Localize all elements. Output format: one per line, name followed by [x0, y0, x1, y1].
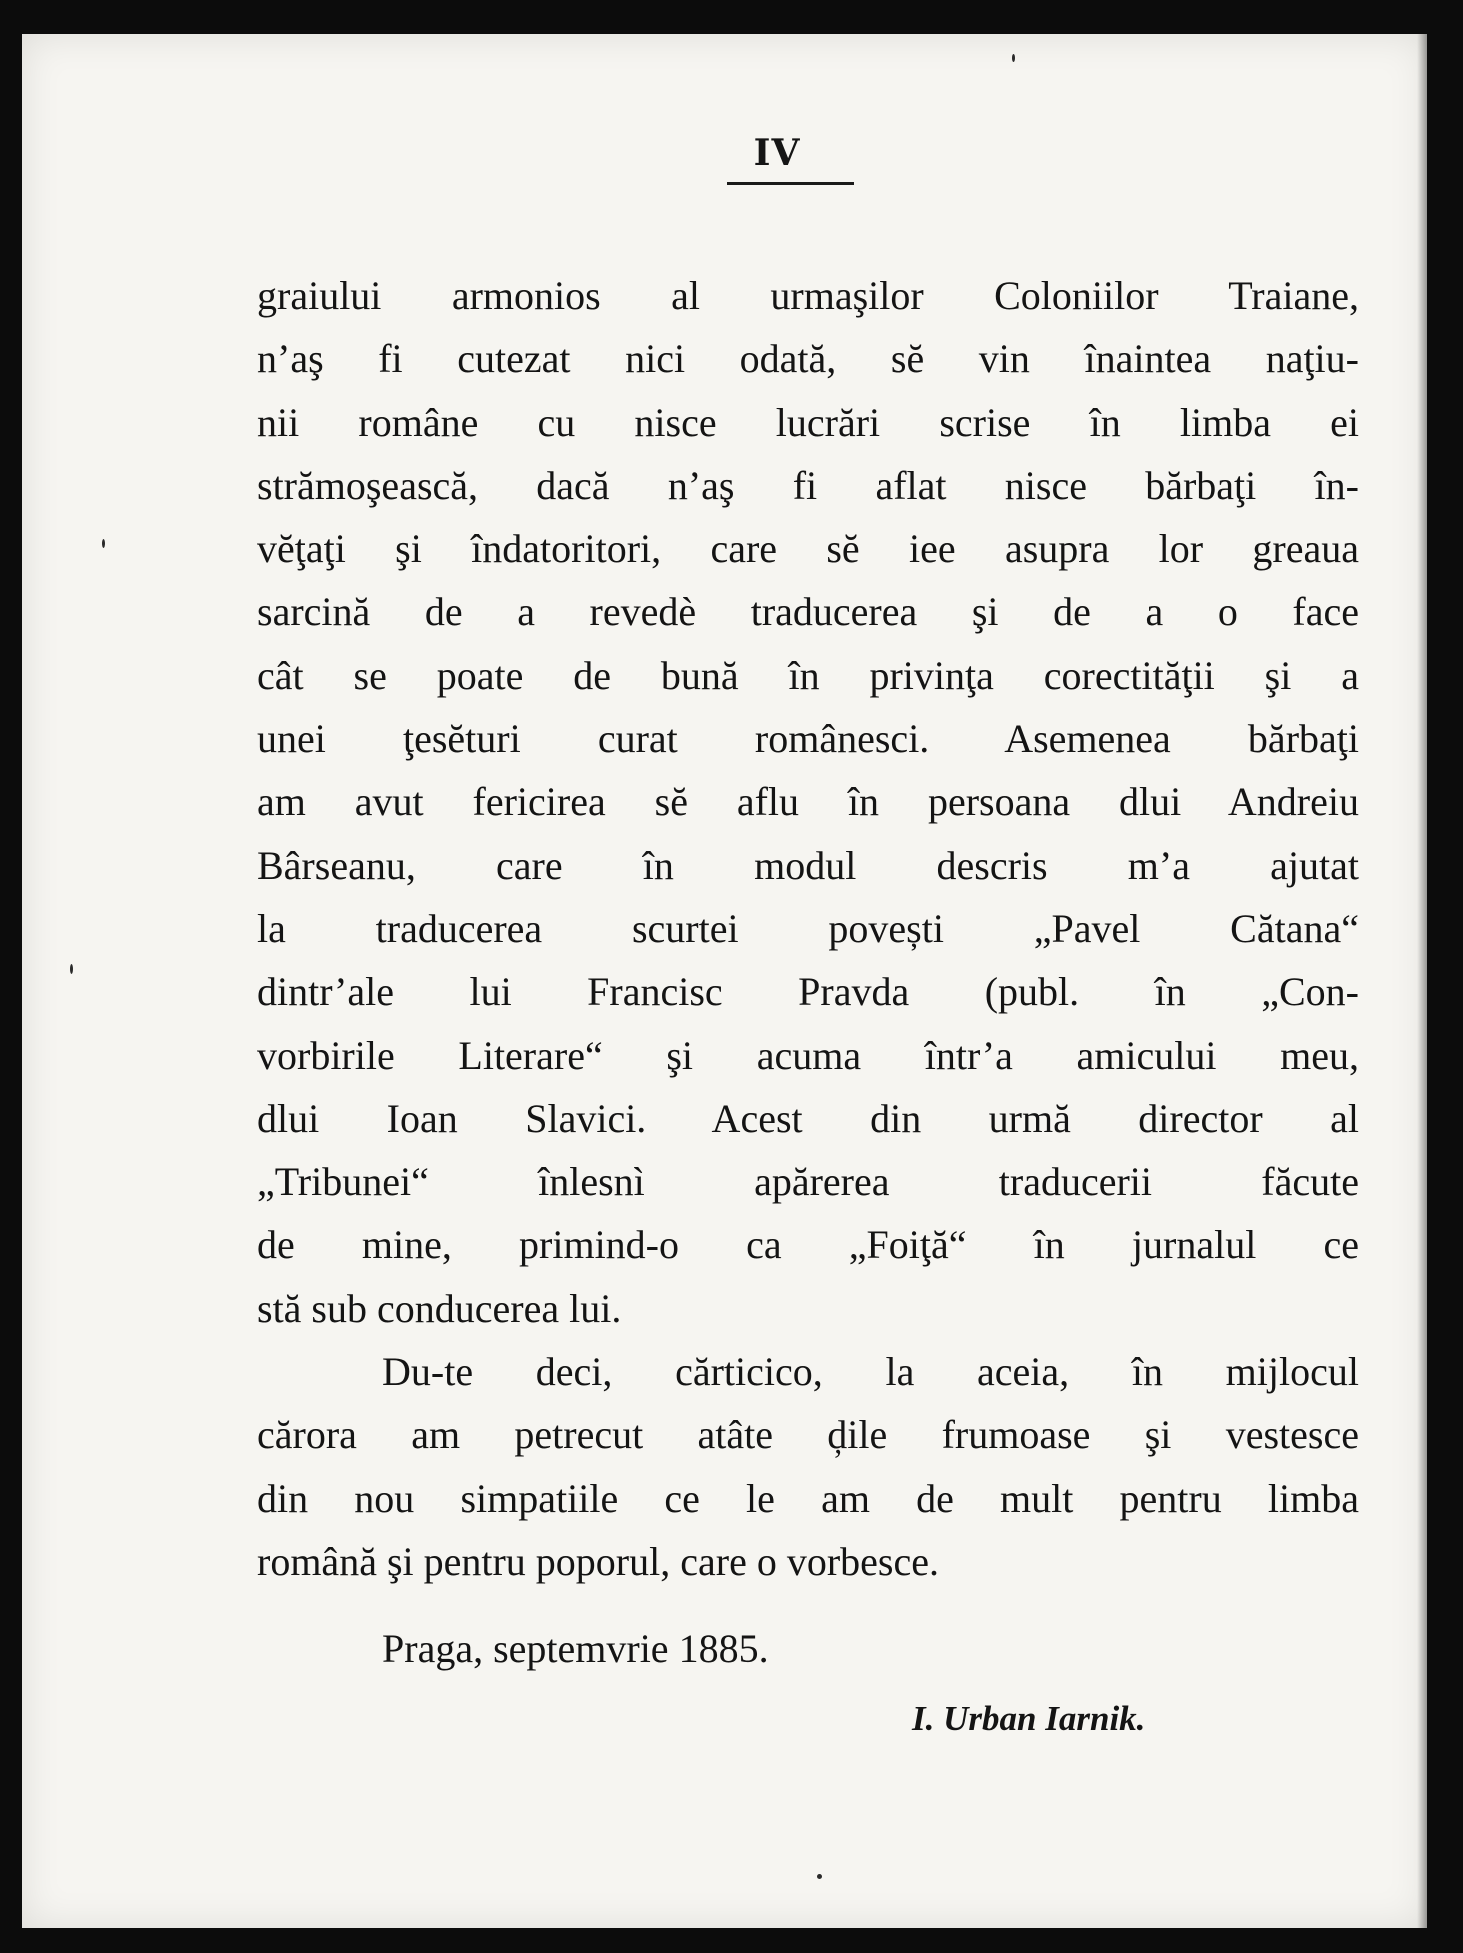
text-line: Bârseanu, care în modul descris m’a ajutat [257, 842, 1359, 888]
text-line: la traducerea scurtei povești „Pavel Cătana“ [257, 905, 1359, 951]
scan-speck [70, 964, 73, 974]
text-line: am avut fericirea sĕ aflu în persoana dlui Andreiu [257, 779, 1359, 825]
scan-speck [102, 539, 105, 548]
scan-speck [1012, 54, 1015, 62]
page-number-rule [727, 182, 854, 185]
text-line: sarcină de a revedè traducerea şi de a o face [257, 589, 1359, 635]
text-line: n’aş fi cutezat nici odată, sĕ vin înaintea naţiu- [257, 336, 1359, 382]
text-line: strămoşească, dacă n’aş fi aflat nisce bărbaţi în- [257, 462, 1359, 508]
text-line: de mine, primind-o ca „Foiţă“ în jurnalul ce [257, 1222, 1359, 1268]
author-signature: I. Urban Iarnik. [912, 1699, 1146, 1738]
body-text [257, 264, 1359, 1593]
text-line: nii române cu nisce lucrări scrise în limba ei [257, 399, 1359, 445]
text-line: graiului armonios al urmaşilor Coloniilor Traiane, [257, 273, 1359, 318]
text-line: cât se poate de bună în privinţa corectităţii şi a [257, 652, 1359, 698]
text-line: dintr’ale lui Francisc Pravda (publ. în „Con- [257, 969, 1359, 1015]
text-line: vĕţaţi şi îndatoritori, care sĕ iee asupra lor greaua [257, 526, 1359, 572]
book-page [22, 34, 1427, 1928]
text-line: din nou simpatiile ce le am de mult pentru limba [257, 1475, 1359, 1521]
text-line: unei ţesĕturi curat românesci. Asemenea bărbaţi [257, 716, 1359, 762]
dateline: Praga, septemvrie 1885. [382, 1626, 769, 1671]
page-edge-shadow [1417, 34, 1427, 1928]
text-line-paragraph-start: Du-te deci, cărticico, la aceia, în mijlocul [382, 1349, 1359, 1395]
text-line: „Tribunei“ înlesnì apărerea traducerii făcute [257, 1159, 1359, 1205]
page-number: IV [753, 132, 801, 174]
text-line: stă sub conducerea lui. [257, 1285, 622, 1331]
text-line: dlui Ioan Slavici. Acest din urmă director al [257, 1095, 1359, 1141]
text-line: română şi pentru poporul, care o vorbesce. [257, 1538, 939, 1584]
text-line: vorbirile Literare“ şi acuma într’a amicului meu, [257, 1032, 1359, 1078]
scan-speck [817, 1874, 822, 1879]
text-line: cărora am petrecut atâte ḑile frumoase şi vestesce [257, 1412, 1359, 1458]
